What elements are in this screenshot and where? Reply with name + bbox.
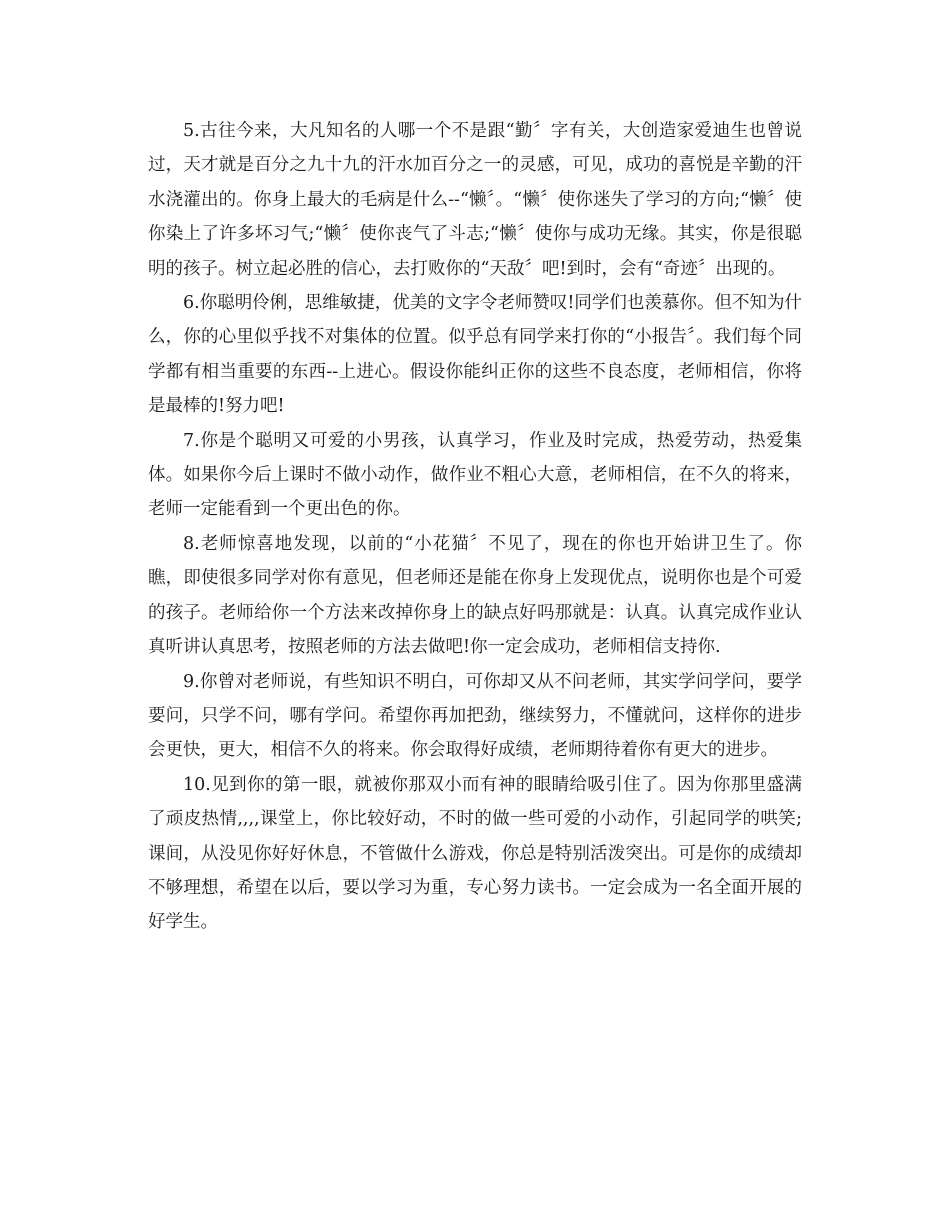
paragraph-5: 5.古往今来，大凡知名的人哪一个不是跟“勤〞字有关，大创造家爱迪生也曾说过，天才就是百分之九十九的汗水加百分之一的灵感，可见，成功的喜悦是辛勤的汗水浇灌出的。你身上最大的毛病是什么--“懒〞。“懒〞使你迷失了学习的方向;“懒〞使你染上了许多坏习气;“懒〞使你丧气了斗志;“懒〞使你与成功无缘。其实，你是很聪明的孩子。树立起必胜的信心，去打败你的“天敌〞吧!到时，会有“奇迹〞出现的。 bbox=[148, 121, 802, 279]
paragraph-8: 8.老师惊喜地发现，以前的“小花猫〞不见了，现在的你也开始讲卫生了。你瞧，即使很多同学对你有意见，但老师还是能在你身上发现优点，说明你也是个可爱的孩子。老师给你一个方法来改掉你身上的缺点好吗那就是：认真。认真完成作业认真听讲认真思考，按照老师的方法去做吧!你一定会成功，老师相信支持你. bbox=[148, 533, 802, 658]
paragraph-7: 7.你是个聪明又可爱的小男孩，认真学习，作业及时完成，热爱劳动，热爱集体。如果你今后上课时不做小动作，做作业不粗心大意，老师相信，在不久的将来，老师一定能看到一个更出色的你。 bbox=[148, 430, 802, 520]
paragraph-6: 6.你聪明伶俐，思维敏捷，优美的文字令老师赞叹!同学们也羡慕你。但不知为什么，你的心里似乎找不对集体的位置。似乎总有同学来打你的“小报告〞。我们每个同学都有相当重要的东西--上进心。假设你能纠正你的这些不良态度，老师相信，你将是最棒的!努力吧! bbox=[148, 293, 802, 417]
document-body bbox=[148, 114, 802, 940]
paragraph-10: 10.见到你的第一眼，就被你那双小而有神的眼睛给吸引住了。因为你那里盛满了顽皮热情,,,,课堂上，你比较好动，不时的做一些可爱的小动作，引起同学的哄笑;课间，从没见你好好休息，不管做什么游戏，你总是特别活泼突出。可是你的成绩却不够理想，希望在以后，要以学习为重，专心努力读书。一定会成为一名全面开展的好学生。 bbox=[148, 774, 802, 933]
paragraph-9: 9.你曾对老师说，有些知识不明白，可你却又从不问老师，其实学问学问，要学要问，只学不问，哪有学问。希望你再加把劲，继续努力，不懂就问，这样你的进步会更快，更大，相信不久的将来。你会取得好成绩，老师期待着你有更大的进步。 bbox=[148, 671, 802, 761]
